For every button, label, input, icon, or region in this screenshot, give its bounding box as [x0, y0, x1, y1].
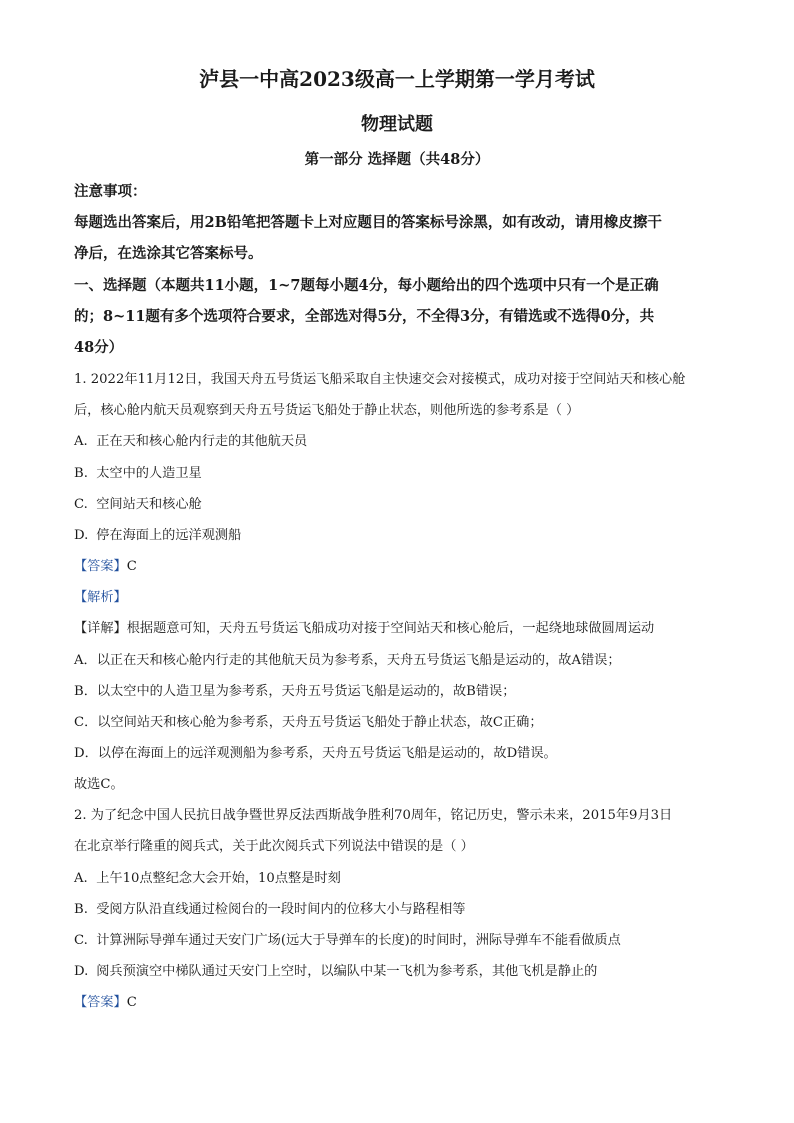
- q1-explain-d: D．以停在海面上的远洋观测船为参考系，天舟五号货运飞船是运动的，故D错误。: [74, 746, 557, 761]
- q1-stem-line-1: 1. 2022年11月12日，我国天舟五号货运飞船采取自主快速交会对接模式，成功对接于空间站天和核心舱: [74, 372, 686, 387]
- q2-answer: [74, 994, 137, 1012]
- q1-explain-c: C．以空间站天和核心舱为参考系，天舟五号货运飞船处于静止状态，故C正确；: [74, 715, 543, 730]
- q1-option-c: [74, 496, 202, 514]
- answer-value: C: [126, 559, 137, 574]
- exam-title: 泸县一中高2023级高一上学期第一学月考试: [199, 67, 595, 91]
- analysis-tag: 【解析】: [74, 590, 127, 605]
- option-letter: D.: [74, 964, 89, 979]
- option-letter: B.: [74, 902, 88, 917]
- notice-line-1: 每题选出答案后，用2B铅笔把答题卡上对应题目的答案标号涂黑，如有改动，请用橡皮擦干: [74, 214, 662, 231]
- q1-conclusion: 故选C。: [74, 777, 124, 792]
- q1-answer: [74, 558, 137, 576]
- option-text: 受阅方队沿直线通过检阅台的一段时间内的位移大小与路程相等: [96, 902, 466, 917]
- q2-option-a: [74, 870, 341, 888]
- q2-option-b: [74, 901, 465, 919]
- notice-heading: 注意事项：: [74, 183, 147, 200]
- q1-option-a: [74, 433, 307, 451]
- q2-option-d: [74, 963, 597, 981]
- option-letter: C.: [74, 933, 88, 948]
- q2-stem-line-1: 2. 为了纪念中国人民抗日战争暨世界反法西斯战争胜利70周年，铭记历史，警示未来，2015年9月3日: [74, 808, 673, 823]
- instructions-line-2: 的；8~11题有多个选项符合要求，全部选对得5分，不全得3分，有错选或不选得0分，共: [74, 308, 655, 325]
- option-letter: A.: [74, 434, 88, 449]
- instructions-line-3: 48分）: [74, 339, 124, 356]
- option-letter: D.: [74, 528, 89, 543]
- q1-option-d: [74, 527, 241, 545]
- detail-tag: 【详解】: [74, 621, 127, 636]
- option-text: 停在海面上的远洋观测船: [96, 528, 242, 543]
- instructions-line-1: 一、选择题（本题共11小题，1~7题每小题4分，每小题给出的四个选项中只有一个是正确: [74, 277, 659, 294]
- option-text: 正在天和核心舱内行走的其他航天员: [96, 434, 308, 449]
- subject-title: 物理试题: [361, 114, 433, 135]
- option-letter: B.: [74, 466, 88, 481]
- option-text: 计算洲际导弹车通过天安门广场(远大于导弹车的长度)的时间时，洲际导弹车不能看做质点: [96, 933, 621, 948]
- q1-analysis: [74, 589, 127, 607]
- option-text: 太空中的人造卫星: [96, 466, 202, 481]
- option-letter: C.: [74, 497, 88, 512]
- q1-option-b: [74, 465, 202, 483]
- notice-line-2: 净后，在选涂其它答案标号。: [74, 245, 263, 262]
- q1-explain-a: A．以正在天和核心舱内行走的其他航天员为参考系，天舟五号货运飞船是运动的，故A错误；: [74, 653, 621, 668]
- option-text: 上午10点整纪念大会开始，10点整是时刻: [96, 871, 341, 886]
- part-heading: 第一部分 选择题（共48分）: [304, 151, 490, 168]
- q1-explain-b: B．以太空中的人造卫星为参考系，天舟五号货运飞船是运动的，故B错误；: [74, 684, 516, 699]
- q2-option-c: [74, 932, 621, 950]
- q2-stem-line-2: 在北京举行隆重的阅兵式，关于此次阅兵式下列说法中错误的是（ ）: [74, 839, 474, 854]
- detail-text: 根据题意可知，天舟五号货运飞船成功对接于空间站天和核心舱后，一起绕地球做圆周运动: [126, 621, 655, 636]
- q1-detail: [74, 620, 654, 638]
- answer-tag: 【答案】: [74, 559, 127, 574]
- option-text: 空间站天和核心舱: [96, 497, 202, 512]
- option-text: 阅兵预演空中梯队通过天安门上空时，以编队中某一飞机为参考系，其他飞机是静止的: [96, 964, 598, 979]
- q1-stem-line-2: 后，核心舱内航天员观察到天舟五号货运飞船处于静止状态，则他所选的参考系是（ ）: [74, 403, 580, 418]
- answer-value: C: [126, 995, 137, 1010]
- answer-tag: 【答案】: [74, 995, 127, 1010]
- option-letter: A.: [74, 871, 88, 886]
